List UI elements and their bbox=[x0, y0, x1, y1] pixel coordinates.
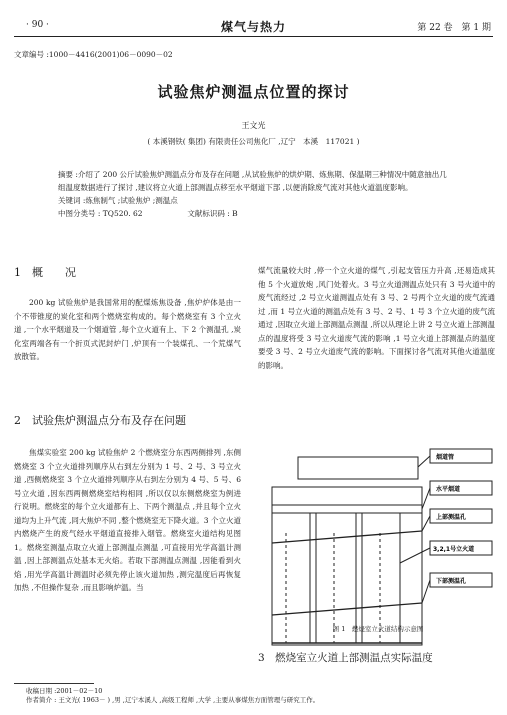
abstract-text: 摘要 :介绍了 200 公斤试验焦炉测温点分布及存在问题 ,从试验焦炉的烘炉期、炼焦期、保温期三种情况中随意抽出几组温度数据进行了探讨 ,建议将立火道上部测温点移至水平烟道下部 ,以便消除废气流对其他火道温度影响。 bbox=[58, 170, 447, 192]
section-3-heading: 3 燃烧室立火道上部测温点实际温度 bbox=[258, 652, 433, 664]
section-2-heading: 2 试验焦炉测温点分布及存在问题 bbox=[14, 414, 186, 427]
article-number: 文章编号 :1000－4416(2001)06－0090－02 bbox=[14, 50, 173, 59]
flue-pipe-duct bbox=[298, 457, 418, 479]
article-title: 试验焦炉测温点位置的探讨 bbox=[157, 83, 350, 101]
classification-line bbox=[58, 207, 453, 220]
running-head bbox=[14, 6, 493, 37]
figure-1-caption: 图 1 燃烧室立火道结构示意图 bbox=[332, 625, 424, 633]
section-2-text: 焦煤实验室 200 kg 试验焦炉 2 个燃烧室分东西两侧排列 ,东侧燃烧室 3 个立火道排列顺序从右到左分别为 1 号、2 号、3 号立火道 ,西侧燃烧室 3 个立火道排列顺序从右到左分别为 4 号、5 号、6 号立火道 ,因东西两侧燃烧室结构相同 ,所以仅以东侧燃烧室为例进行说明。燃烧室的每个立火道都有上、下两个测温点 ,并且每个立火道均为上升气流 ,同大焦炉不同 ,整个燃烧室无下降火道。3 个立火道内燃烧产生的废气经水平烟道直接排入烟管。燃烧室火道结构见图 1。燃烧室测温点取立火道上部测温点测温 ,可直接用光学高温计测温 ,因上部测温点处基本无火焰。若取下部测温点测温 ,因能看到火焰 ,用光学高温计测温时必须先停止该火道加热 ,测完温度后再恢复加热 ,不但操作复杂 ,而且影响炉温。当 bbox=[14, 448, 241, 592]
label-upper-hole: 上部测温孔 bbox=[436, 514, 467, 521]
section-1-text: 200 kg 试验焦炉是我国常用的配煤炼焦设备 ,焦炉炉体是由一个不带锥度的炭化室和两个燃烧室构成的。每个燃烧室有 3 个立火道 ,一个水平烟道及一个烟道管 ,每个立火道有上、下 2 个测温孔 ,炭化室两端各有一个折页式泥封炉门 ,炉顶有一个装煤孔、一个荒煤气放散管。 bbox=[14, 298, 241, 361]
document-code: 文献标识码 : B bbox=[187, 209, 238, 218]
label-horizontal-flue: 水平烟道 bbox=[436, 486, 461, 493]
abstract-block bbox=[58, 168, 453, 220]
page-number: · 90 · bbox=[26, 20, 49, 30]
label-flue-numbers: 3,2,1号立火道 bbox=[433, 546, 475, 553]
author-name: 王文光 bbox=[241, 121, 266, 130]
author-bio: 作者简介 : 王文光( 1963－ ) ,男 ,辽宁本溪人 ,高级工程师 ,大学 ,主要从事煤焦方面管理与研究工作。 bbox=[26, 696, 320, 704]
label-lower-hole: 下部测温孔 bbox=[436, 578, 467, 585]
footnote bbox=[26, 687, 319, 705]
received-date: 收稿日期 :2001－02－10 bbox=[26, 687, 103, 695]
section-1-heading: 1 概 况 bbox=[14, 266, 76, 279]
volume-issue: 第 22 卷 第 1 期 bbox=[417, 23, 491, 33]
label-flue-pipe: 烟道管 bbox=[436, 454, 455, 461]
author-affiliation: ( 本溪钢铁( 集团) 有限责任公司焦化厂 ,辽宁 本溪 117021 ) bbox=[147, 137, 360, 146]
footnote-rule bbox=[14, 683, 94, 684]
keywords: 关键词 :炼焦制气 ;试验焦炉 ;测温点 bbox=[58, 196, 178, 205]
journal-name: 煤气与热力 bbox=[220, 20, 286, 34]
right-column-text: 煤气流量较大时 ,停一个立火道的煤气 ,引起支管压力升高 ,还易造成其他 5 个火道放炮 ,风门处着火。3 号立火道测温点处只有 3 号火道中的废气流经过 ,2 号立火道测温点处有 3 号、2 号两个立火道的废气流通过 ,而 1 号立火道的测温点处有 3 号、2 号、1 号 3 个立火道的废气流通过 ,因取立火道上部测温点测温 ,所以从理论上讲 2 号立火道上部测温点的温度将受 3 号立火道废气流的影响 ,1 号立火道上部测温点的温度要受 3 号、2 号立火道废气流的影响。下面探讨各气流对其他火道温度的影响。 bbox=[258, 266, 495, 370]
classification-number: 中图分类号 : TQ520. 62 bbox=[58, 209, 143, 218]
